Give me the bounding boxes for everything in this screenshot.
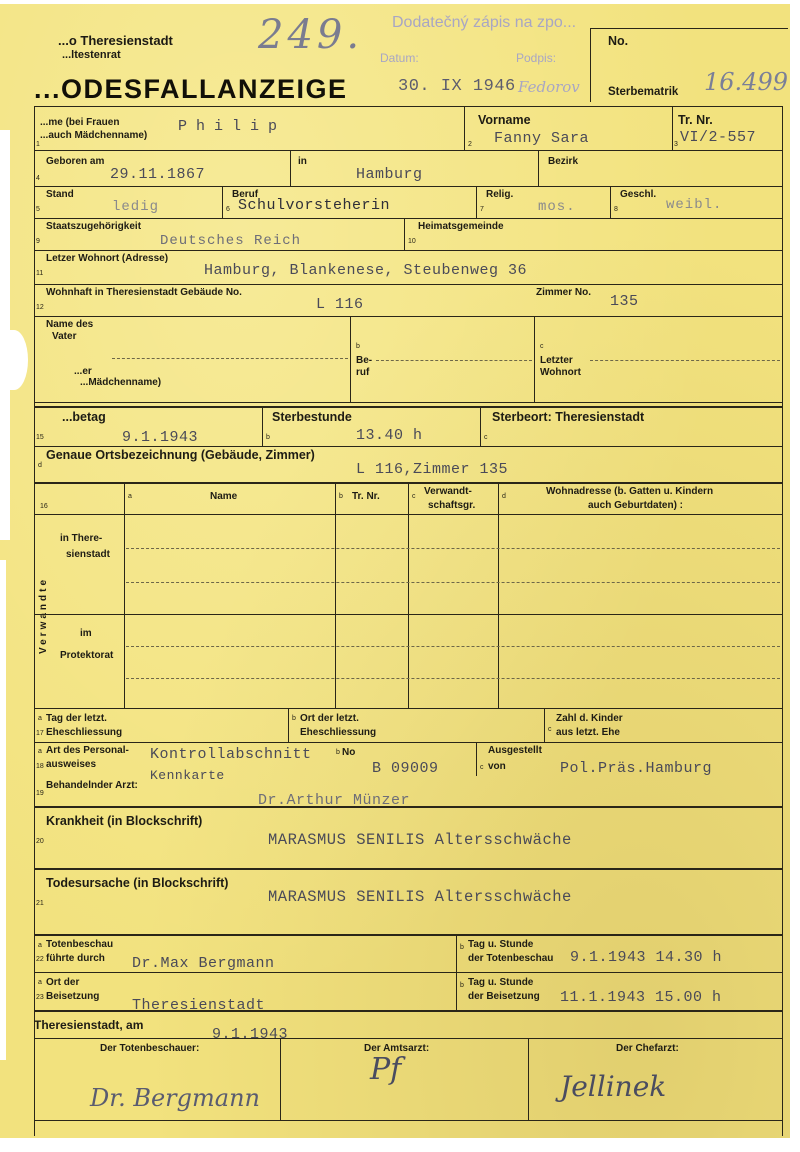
totenbeschau-value: Dr.Max Bergmann [132,955,275,972]
totenbeschauer-signature: Dr. Bergmann [90,1084,260,1112]
kinder-label-line2: aus letzt. Ehe [556,727,620,738]
ortsbezeichnung-value: L 116,Zimmer 135 [356,461,509,478]
surname-value: Philip [178,118,287,135]
geschl-value: weibl. [666,197,723,213]
parent-letzter-label-line2: Wohnort [540,367,581,378]
stamp-signature: Fedorov [518,78,580,96]
geboren-label: Geboren am [46,156,105,167]
amtsarzt-signature: Pf [370,1052,402,1087]
name-label: ...me (bei Frauen [40,117,120,128]
ausweis-value: Kontrollabschnitt [150,746,312,763]
ausgestellt-value: Pol.Präs.Hamburg [560,760,713,777]
amtsarzt-signature-label: Der Amtsarzt: [364,1043,430,1054]
zimmer-label: Zimmer No. [536,287,592,298]
geboren-value: 29.11.1867 [110,166,206,183]
ausweis-label-line1: Art des Personal- [46,745,129,756]
trnr-value: VI/2-557 [680,129,757,146]
beisetzung-ort-label-line1: Ort der [46,977,80,988]
beisetzung-ort-label-line2: Beisetzung [46,991,100,1002]
torn-edge-top [0,0,800,4]
letzter-wohnort-value: Hamburg, Blankenese, Steubenweg 36 [204,262,528,279]
datum-label: Datum: [380,51,419,65]
im-label: im [80,628,92,639]
ausgestellt-label-line2: von [488,761,506,772]
staatszugehoerigkeit-label: Staatszugehörigkeit [46,221,142,232]
staatszugehoerigkeit-value: Deutsches Reich [160,233,302,249]
totenbeschau-zeit-label-line2: der Totenbeschau [468,953,554,964]
vater-label-line1: Name des [46,319,94,330]
beruf-label: Beruf [232,189,259,200]
arzt-label: Behandelnder Arzt: [46,780,138,791]
torn-edge-left-bottom [0,560,6,1060]
relig-value: mos. [538,199,576,215]
stand-label: Stand [46,189,74,200]
eheschliessung-tag-label-line2: Eheschliessung [46,727,123,738]
sterbetag-value: 9.1.1943 [122,429,199,446]
org-name-line1: ...o Theresienstadt [58,33,173,48]
place-date-label: Theresienstadt, am [34,1018,144,1032]
torn-edge-notch [0,330,28,390]
gebaeude-value: L 116 [316,296,364,313]
arzt-value: Dr.Arthur Münzer [258,792,411,809]
eheschliessung-ort-label-line2: Eheschliessung [300,727,377,738]
vorname-label: Vorname [478,113,531,127]
relatives-name-header: Name [210,491,238,502]
protektorat-label: Protektorat [60,650,114,661]
handwritten-number: 249. [258,12,364,58]
sterbetag-label: ...betag [62,410,106,424]
torn-edge-right [790,0,800,1152]
todesursache-value: MARASMUS SENILIS Altersschwäche [268,888,572,906]
parent-beruf-label-line1: Be- [356,355,373,366]
beisetzung-ort-value: Theresienstadt [132,997,266,1014]
zimmer-value: 135 [610,293,639,310]
ortsbezeichnung-label: Genaue Ortsbezeichnung (Gebäude, Zimmer) [46,448,315,462]
trnr-label: Tr. Nr. [678,113,713,127]
chefarzt-signature: Jellinek [560,1070,667,1103]
podpis-label: Podpis: [516,51,557,65]
krankheit-value: MARASMUS SENILIS Altersschwäche [268,831,572,849]
krankheit-label: Krankheit (in Blockschrift) [46,814,203,828]
totenbeschau-label-line2: führte durch [46,953,105,964]
ausweis-no-label: No [342,747,356,758]
heimatsgemeinde-label: Heimatsgemeinde [418,221,504,232]
relatives-verwandt-header-line1: Verwandt- [424,486,472,497]
ausgestellt-label-line1: Ausgestellt [488,745,542,756]
totenbeschau-zeit-label-line1: Tag u. Stunde [468,939,534,950]
birthplace-value: Hamburg [356,166,423,183]
gebaeude-label: Wohnhaft in Theresienstadt Gebäude No. [46,287,242,298]
org-name-line2: ...ltestenrat [62,49,121,61]
sterbestunde-value: 13.40 h [356,427,423,444]
vorname-value: Fanny Sara [494,130,590,147]
stamp-date: 30. IX 1946 [398,77,516,96]
geschl-label: Geschl. [620,189,657,200]
letzter-wohnort-label: Letzer Wohnort (Adresse) [46,253,169,264]
place-date-value: 9.1.1943 [212,1026,289,1043]
torn-edge-bottom [0,1138,800,1152]
sterbeort-label: Sterbeort: Theresienstadt [492,410,645,424]
relatives-verwandt-header-line2: schaftsgr. [428,500,476,511]
form-title: ...ODESFALLANZEIGE [34,74,348,104]
beisetzung-zeit-value: 11.1.1943 15.00 h [560,989,722,1006]
ausweis-no-value: B 09009 [372,760,439,777]
stamp-label: Dodatečný zápis na zpo... [392,14,577,31]
ausweis-value-line2: Kennkarte [150,768,225,783]
totenbeschau-zeit-value: 9.1.1943 14.30 h [570,949,723,966]
parent-letzter-label-line1: Letzter [540,355,573,366]
mutter-label-line1: ...er [74,366,92,377]
mutter-label-line2: ...Mädchenname) [80,377,162,388]
in-theresienstadt-label-line1: in There- [60,533,103,544]
sterbematrik-label: Sterbematrik [608,86,679,98]
beruf-value: Schulvorsteherin [238,197,391,214]
relatives-trnr-header: Tr. Nr. [352,491,380,502]
relatives-wohn-header-line1: Wohnadresse (b. Gatten u. Kindern [546,486,714,497]
eheschliessung-tag-label-line1: Tag der letzt. [46,713,107,724]
in-theresienstadt-label-line2: sienstadt [66,549,110,560]
beisetzung-zeit-label-line2: der Beisetzung [468,991,540,1002]
totenbeschau-label-line1: Totenbeschau [46,939,114,950]
ausweis-label-line2: ausweises [46,759,97,770]
todesursache-label: Todesursache (in Blockschrift) [46,876,229,890]
name-sublabel: ...auch Mädchenname) [40,130,148,141]
no-label: No. [608,34,629,48]
relatives-side-label: Verwandte [38,576,49,654]
eheschliessung-ort-label-line1: Ort der letzt. [300,713,359,724]
relig-label: Relig. [486,189,514,200]
death-certificate-form: ...o Theresienstadt ...ltestenrat ...ODESFALLANZEIGE 249. Dodatečný zápis na zpo... Datum: Podpis: 30. IX 1946 Fedorov No. Sterbematrik 16.499 ...me (bei Frauen ...auch Mädchenname) 1 Philip Vorname 2 Fanny Sara Tr. Nr. 3 VI/2-557 Geboren am 4 29.11.1867 in Hamburg Bezirk Stand 5 ledig Beruf 6 Schulvorsteherin Relig. 7 mos. Geschl. 8 weibl. Staatszugehörigkeit 9 Deutsches Reich Heimatsgemeinde 10 Letzer Wohnort (Adresse) 11 Hamburg, Blankenese, Steubenweg 36 Wohnhaft in Theresienstadt Gebäude No. 12 L 116 Zimmer No. 135 Name des Vater ...er ...Mädchenname) b Be- ruf c Letzter Wohnort ...betag 15 9.1.1943 Sterbestunde b 13.40 h Sterbeort: Theresienstadt c Genaue Ortsbezeichnung (Gebäude, Zimmer) d L 116,Zimmer 135 16 a Name b Tr. Nr. c Verwandt- schaftsgr. d Wohnadresse (b. Gatten u. Kindern auch Geburtdaten) : Verwandte in There- sienstadt im Protektorat a Tag der letzt. 17 Eheschliessung b Ort der letzt. Eheschliessung c Zahl d. Kinder aus letzt. Ehe a Art des Personal- 18 ausweises Kontrollabschnitt Kennkarte b No B 09009 Ausgestellt c von Pol.Präs.Hamburg 19 Behandelnder Arzt: Dr.Arthur Münzer Krankheit (in Blockschrift) 20 MARASMUS SENILIS Altersschwäche Todesursache (in Blockschrift) 21 MARASMUS SENILIS Altersschwäche a Totenbeschau 22 führte durch Dr.Max Bergmann b Tag u. Stunde der Totenbeschau 9.1.1943 14.30 h a Ort der 23 Beisetzung Theresienstadt b Tag u. Stunde der Beisetzung 11.1.1943 15.00 h Theresienstadt, am 9.1.1943 Der Totenbeschauer: Der Amtsarzt: Der Chefarzt: Dr. Bergmann Pf Jellinek [0,0,800,1152]
sterbematrik-value: 16.499 [704,68,788,96]
bezirk-label: Bezirk [548,156,579,167]
birthplace-label: in [298,156,307,167]
sterbestunde-label: Sterbestunde [272,410,352,424]
chefarzt-signature-label: Der Chefarzt: [616,1043,679,1054]
vater-label-line2: Vater [52,331,77,342]
stand-value: ledig [112,199,160,215]
kinder-label-line1: Zahl d. Kinder [556,713,623,724]
relatives-wohn-header-line2: auch Geburtdaten) : [588,500,684,511]
totenbeschauer-signature-label: Der Totenbeschauer: [100,1043,200,1054]
beisetzung-zeit-label-line1: Tag u. Stunde [468,977,534,988]
parent-beruf-label-line2: ruf [356,367,370,378]
